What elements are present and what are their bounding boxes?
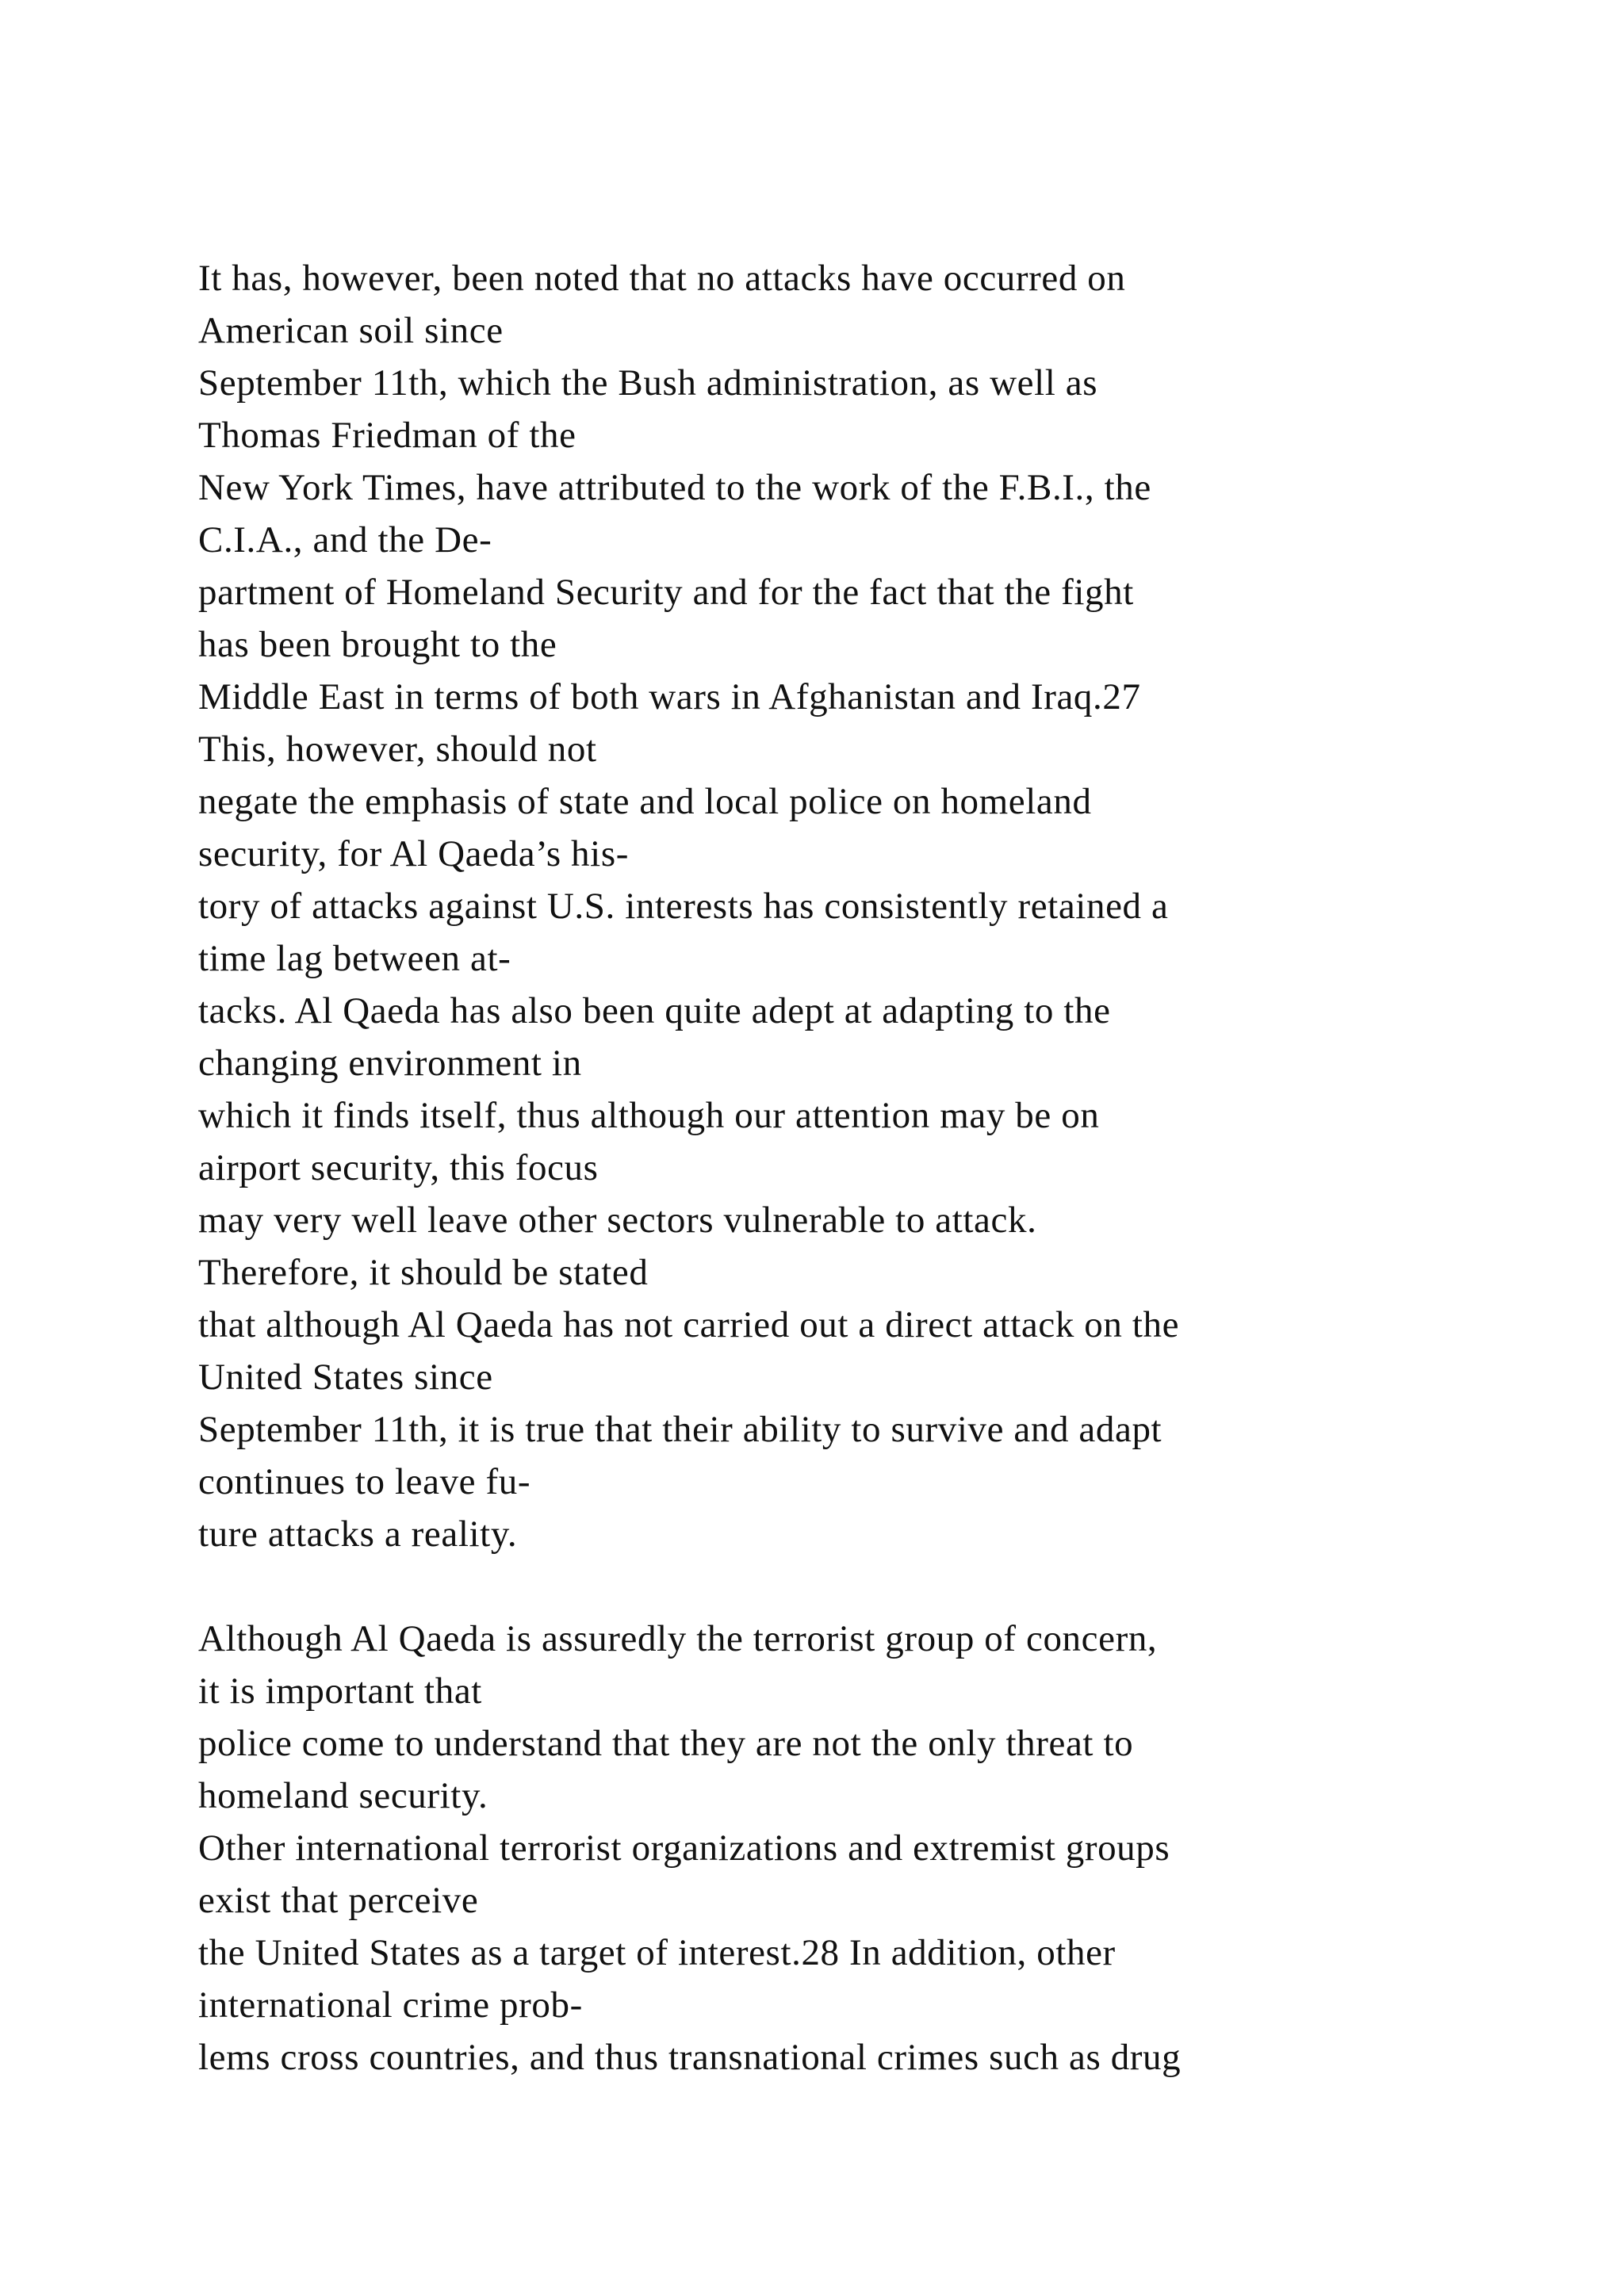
text-line: airport security, this focus — [198, 1147, 599, 1188]
text-line: police come to understand that they are not the only threat to — [198, 1723, 1134, 1764]
text-line: Thomas Friedman of the — [198, 415, 576, 456]
text-line: changing environment in — [198, 1043, 582, 1084]
text-line: C.I.A., and the De- — [198, 519, 492, 561]
text-line: United States since — [198, 1357, 493, 1398]
text-line: continues to leave fu- — [198, 1461, 531, 1502]
text-line: that although Al Qaeda has not carried out a direct attack on the — [198, 1304, 1180, 1345]
text-line: It has, however, been noted that no attacks have occurred on — [198, 258, 1126, 299]
text-line: exist that perceive — [198, 1880, 479, 1921]
text-line: Therefore, it should be stated — [198, 1252, 649, 1293]
text-line: security, for Al Qaeda’s his- — [198, 833, 629, 874]
text-line: time lag between at- — [198, 938, 511, 979]
text-line: September 11th, which the Bush administration, as well as — [198, 362, 1098, 404]
text-line: September 11th, it is true that their ability to survive and adapt — [198, 1409, 1162, 1450]
text-line: lems cross countries, and thus transnational crimes such as drug — [198, 2037, 1182, 2078]
body-text — [198, 252, 1546, 2084]
text-line: international crime prob- — [198, 1984, 583, 2026]
text-line: Middle East in terms of both wars in Afghanistan and Iraq.27 — [198, 676, 1141, 718]
text-line: homeland security. — [198, 1775, 488, 1816]
blank-line — [198, 1560, 1546, 1613]
text-line: partment of Homeland Security and for the fact that the fight — [198, 572, 1134, 613]
text-line: it is important that — [198, 1670, 482, 1712]
text-line: American soil since — [198, 310, 504, 351]
text-line: negate the emphasis of state and local police on homeland — [198, 781, 1092, 822]
text-line: the United States as a target of interest.28 In addition, other — [198, 1932, 1116, 1973]
text-line: Although Al Qaeda is assuredly the terrorist group of concern, — [198, 1618, 1158, 1659]
text-line: Other international terrorist organizations and extremist groups — [198, 1827, 1170, 1869]
text-line: has been brought to the — [198, 624, 557, 665]
text-line: tacks. Al Qaeda has also been quite adept at adapting to the — [198, 990, 1111, 1031]
text-line: This, however, should not — [198, 729, 597, 770]
text-line: New York Times, have attributed to the work of the F.B.I., the — [198, 467, 1151, 508]
text-line: tory of attacks against U.S. interests has consistently retained a — [198, 886, 1169, 927]
text-line: which it finds itself, thus although our attention may be on — [198, 1095, 1100, 1136]
text-line: may very well leave other sectors vulnerable to attack. — [198, 1200, 1037, 1241]
text-line: ture attacks a reality. — [198, 1513, 518, 1555]
